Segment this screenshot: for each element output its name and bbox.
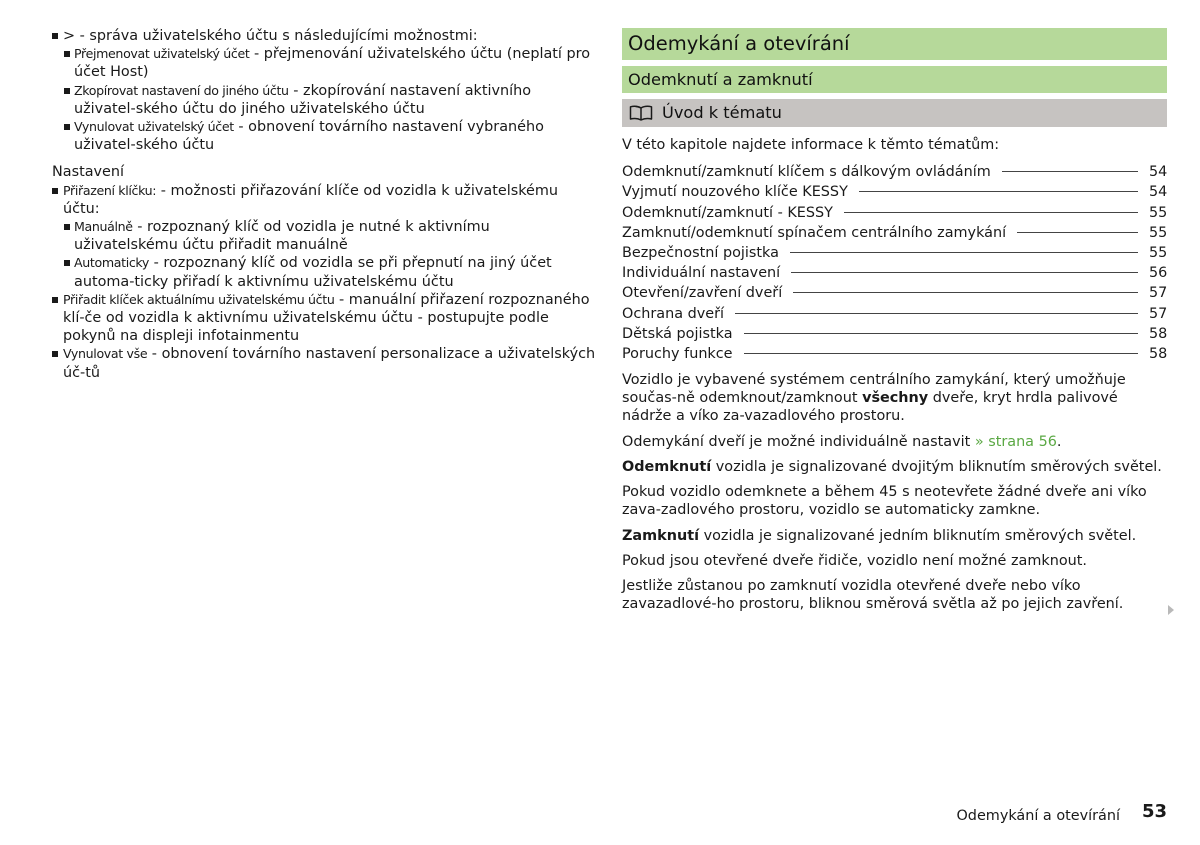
- toc-page-number: 58: [1149, 345, 1168, 362]
- toc-page-number: 58: [1149, 325, 1168, 342]
- toc-title: Ochrana dveří: [622, 305, 725, 322]
- toc-row[interactable]: [622, 223, 1167, 243]
- toc-row[interactable]: [622, 324, 1167, 344]
- toc-title: Bezpečnostní pojistka: [622, 244, 779, 261]
- toc-leader-line: [744, 333, 1138, 334]
- sub-item-manual: Manuálně - rozpoznaný klíč od vozidla je nutné k aktivnímu uživatelskému účtu přiřadit manuálně: [52, 218, 597, 254]
- paragraph-lights-after-close: Jestliže zůstanou po zamknutí vozidla otevřené dveře nebo víko zavazadlové-ho prostoru, bliknou směrová světla až po jejich zavření.: [622, 577, 1124, 613]
- continue-arrow-icon: [1168, 605, 1174, 615]
- toc-page-number: 54: [1149, 164, 1168, 181]
- page-reference-link[interactable]: » strana 56: [974, 433, 1057, 450]
- list-item-key-assignment: Přiřazení klíčku: - možnosti přiřazování klíče od vozidla k uživatelskému účtu:: [52, 182, 597, 218]
- left-column: [52, 27, 597, 382]
- table-of-contents: [622, 162, 1167, 364]
- toc-page-number: 54: [1149, 184, 1168, 201]
- toc-row[interactable]: [622, 203, 1167, 223]
- toc-leader-line: [735, 313, 1138, 314]
- toc-page-number: 55: [1149, 204, 1168, 221]
- sub-item-reset-account: Vynulovat uživatelský účet - obnovení továrního nastavení vybraného uživatel-ského účtu: [52, 118, 597, 154]
- paragraph-auto-relock: Pokud vozidlo odemknete a během 45 s neotevřete žádné dveře ani víko zava-zadlového prostoru, vozidlo se automaticky zamkne.: [622, 484, 1147, 519]
- toc-page-number: 57: [1149, 305, 1168, 322]
- toc-leader-line: [844, 212, 1138, 213]
- toc-leader-line: [793, 292, 1138, 293]
- toc-leader-line: [1017, 232, 1138, 233]
- toc-title: Poruchy funkce: [622, 345, 733, 362]
- topic-intro-heading: Úvod k tématu: [622, 99, 1167, 127]
- list-item-user-account-management: > - správa uživatelského účtu s následujícími možnostmi:: [52, 27, 597, 45]
- paragraph-driver-door: Pokud jsou otevřené dveře řidiče, vozidlo není možné zamknout.: [622, 552, 1087, 569]
- toc-title: Otevření/zavření dveří: [622, 285, 783, 302]
- paragraph-individual-setting: Odemykání dveří je možné individuálně nastavit » strana 56.: [622, 433, 1062, 450]
- paragraph-lock-signal: Zamknutí vozidla je signalizované jedním bliknutím směrových světel.: [622, 527, 1137, 544]
- toc-leader-line: [791, 272, 1138, 273]
- open-book-icon: [629, 105, 653, 121]
- toc-page-number: 57: [1149, 285, 1168, 302]
- chapter-heading: Odemykání a otevírání: [622, 28, 1167, 60]
- toc-row[interactable]: [622, 182, 1167, 202]
- toc-leader-line: [859, 191, 1138, 192]
- toc-title: Vyjmutí nouzového klíče KESSY: [622, 184, 848, 201]
- list-item-reset-all: Vynulovat vše - obnovení továrního nastavení personalizace a uživatelských úč-tů: [52, 345, 597, 381]
- intro-text: V této kapitole najdete informace k těmto tématům:: [622, 137, 1000, 153]
- paragraph-central-locking: Vozidlo je vybavené systémem centrálního zamykání, který umožňuje součas-ně odemknout/zamknout všechny dveře, kryt hrdla palivové nádrže a víko za-vazadlového prostoru.: [622, 372, 1126, 425]
- chevron-right-symbol: >: [63, 28, 76, 44]
- section-heading: Odemknutí a zamknutí: [622, 66, 1167, 93]
- sub-item-rename-account: Přejmenovat uživatelský účet - přejmenování uživatelského účtu (neplatí pro účet Host): [52, 45, 597, 81]
- toc-leader-line: [1002, 171, 1138, 172]
- page-number: 53: [1141, 801, 1167, 822]
- toc-leader-line: [790, 252, 1138, 253]
- toc-row[interactable]: [622, 283, 1167, 303]
- toc-row[interactable]: [622, 162, 1167, 182]
- toc-page-number: 55: [1149, 224, 1168, 241]
- toc-leader-line: [744, 353, 1138, 354]
- paragraph-unlock-signal: Odemknutí vozidla je signalizované dvojitým bliknutím směrových světel.: [622, 458, 1162, 475]
- toc-title: Dětská pojistka: [622, 325, 733, 342]
- sub-item-automatic: Automaticky - rozpoznaný klíč od vozidla se při přepnutí na jiný účet automa-ticky přiřadí k aktivnímu uživatelskému účtu: [52, 254, 597, 290]
- toc-row[interactable]: [622, 243, 1167, 263]
- toc-title: Odemknutí/zamknutí - KESSY: [622, 204, 833, 221]
- section-heading-settings: Nastavení: [52, 164, 125, 181]
- toc-row[interactable]: [622, 263, 1167, 283]
- toc-row[interactable]: [622, 344, 1167, 364]
- toc-title: Individuální nastavení: [622, 265, 781, 282]
- toc-page-number: 55: [1149, 244, 1168, 261]
- toc-title: Zamknutí/odemknutí spínačem centrálního zamykání: [622, 224, 1007, 241]
- footer-chapter-title: Odemykání a otevírání: [956, 808, 1120, 824]
- toc-title: Odemknutí/zamknutí klíčem s dálkovým ovládáním: [622, 164, 991, 181]
- sub-item-copy-settings: Zkopírovat nastavení do jiného účtu - zkopírování nastavení aktivního uživatel-ského účtu do jiného uživatelského účtu: [52, 82, 597, 118]
- list-item-assign-key: Přiřadit klíček aktuálnímu uživatelskému účtu - manuální přiřazení rozpoznaného klí-če od vozidla k aktivnímu uživatelskému účtu - postupujte podle pokynů na displeji infotainmentu: [52, 291, 597, 346]
- toc-row[interactable]: [622, 304, 1167, 324]
- toc-page-number: 56: [1149, 265, 1168, 282]
- right-column: [622, 28, 1167, 613]
